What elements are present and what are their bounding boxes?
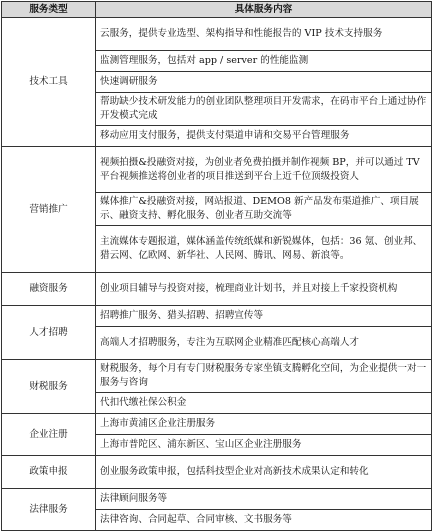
service-item: 上海市普陀区、浦东新区、宝山区企业注册服务 — [96, 435, 432, 456]
service-item: 创业项目辅导与投资对接，梳理商业计划书，并且对接上千家投资机构 — [96, 273, 432, 306]
service-item: 上海市黄浦区企业注册服务 — [96, 414, 432, 435]
table-row — [2, 489, 432, 510]
header-service-content: 具体服务内容 — [96, 2, 432, 18]
table-row — [2, 360, 432, 393]
service-item: 云服务，提供专业选型、架构指导和性能报告的 VIP 技术支持服务 — [96, 18, 432, 51]
category-financing: 融资服务 — [2, 273, 96, 306]
service-item: 帮助缺少技术研发能力的创业团队整理项目开发需求，在码市平台上通过协作开发模式完成 — [96, 93, 432, 126]
service-item: 法律咨询、合同起草、合同审核、文书服务等 — [96, 510, 432, 531]
service-item: 创业服务政策申报，包括科技型企业对高新技术成果认定和转化 — [96, 456, 432, 489]
service-item: 视频拍摄&投融资对接，为创业者免费拍摄并制作视频 BP，并可以通过 TV 平台视频推送将创业者的项目推送到平台上近千位顶级投资人 — [96, 147, 432, 193]
category-recruitment: 人才招聘 — [2, 306, 96, 360]
category-policy: 政策申报 — [2, 456, 96, 489]
table-row — [2, 414, 432, 435]
table-row — [2, 306, 432, 327]
category-tax: 财税服务 — [2, 360, 96, 414]
service-item: 代扣代缴社保公积金 — [96, 393, 432, 414]
service-item: 快速调研服务 — [96, 72, 432, 93]
table-row — [2, 18, 432, 51]
service-item: 移动应用支付服务，提供支付渠道申请和交易平台管理服务 — [96, 126, 432, 147]
service-item: 主流媒体专题报道，媒体涵盖传统纸媒和新锐媒体，包括：36 氪、创业邦、猎云网、亿欧网、新华社、人民网、腾讯、网易、新浪等。 — [96, 226, 432, 273]
header-service-type: 服务类型 — [2, 2, 96, 18]
services-table — [1, 1, 432, 531]
service-item: 媒体推广&投融资对接，网站报道、DEMO8 新产品发布渠道推广、项目展示、融资支持、孵化服务、创业者互助交流等 — [96, 193, 432, 226]
category-marketing: 营销推广 — [2, 147, 96, 273]
service-item: 法律顾问服务等 — [96, 489, 432, 510]
table-row — [2, 273, 432, 306]
table-row — [2, 147, 432, 193]
service-item: 财税服务，每个月有专门财税服务专家坐镇支腾孵化空间，为企业提供一对一服务与咨询 — [96, 360, 432, 393]
service-item: 招聘推广服务、猎头招聘、招聘宣传等 — [96, 306, 432, 327]
category-legal: 法律服务 — [2, 489, 96, 531]
service-item: 监测管理服务，包括对 app / server 的性能监测 — [96, 51, 432, 72]
category-tech-tools: 技术工具 — [2, 18, 96, 147]
service-item: 高端人才招聘服务，专注为互联网企业精准匹配核心高端人才 — [96, 327, 432, 360]
table-header-row — [2, 2, 432, 18]
category-registration: 企业注册 — [2, 414, 96, 456]
